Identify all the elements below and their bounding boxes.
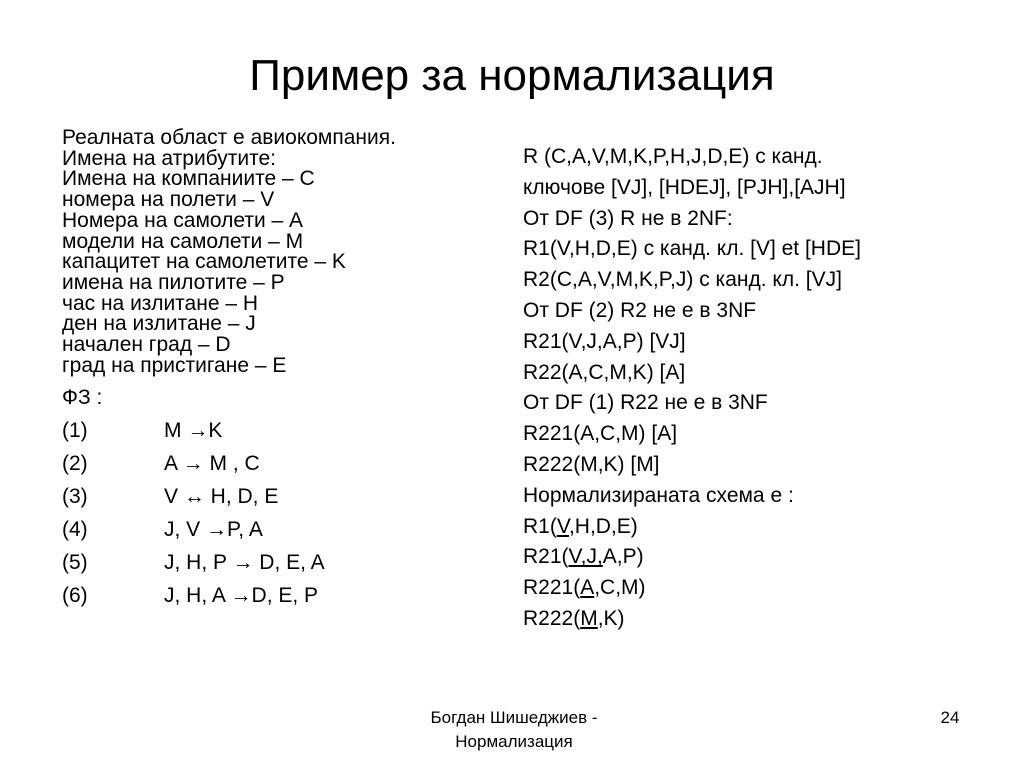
fd-expression: V ↔ H, D, E (164, 484, 279, 508)
relation-prefix: R1( (523, 514, 557, 538)
fd-number: (6) (62, 583, 88, 607)
attribute-line: номера на полети – V (62, 188, 275, 212)
normalized-schema-heading: Нормализираната схема е : (523, 483, 794, 507)
fd-expression: J, V →P, A (164, 517, 263, 541)
fd-expression: M →K (164, 418, 223, 442)
schema-relation-r221 (523, 573, 993, 604)
fd-number: (5) (62, 550, 88, 574)
relation-line: R222(M,K) [M] (523, 452, 660, 476)
slide-title: Пример за нормализация (249, 51, 775, 100)
attribute-line: Имена на компаниите – C (62, 167, 315, 191)
fd-list (62, 414, 502, 612)
attribute-line: начален град – D (62, 333, 231, 357)
attribute-line: модели на самолети – M (62, 229, 304, 253)
schema-relation-r222 (523, 604, 993, 635)
fd-row (62, 480, 502, 513)
attribute-description (62, 128, 502, 376)
relation-line: От DF (1) R22 не е в 3NF (523, 391, 768, 415)
fd-expression: J, H, P → D, E, A (164, 550, 325, 574)
domain-line: Реалната област е авиокомпания. (62, 126, 396, 149)
attribute-line: час на излитане – H (62, 291, 259, 315)
footer-author (364, 706, 664, 754)
page-number: 24 (940, 708, 960, 727)
attribute-line: имена на пилотите – P (62, 270, 285, 294)
left-column (62, 128, 502, 612)
fd-row (62, 414, 502, 447)
relation-line: R22(A,C,M,K) [A] (523, 360, 686, 384)
primary-key: V,J, (568, 545, 603, 569)
relation-line: R1(V,H,D,E) с канд. кл. [V] et [HDE] (523, 237, 861, 261)
fd-expression: J, H, A →D, E, P (164, 583, 319, 607)
footer-line: Нормализация (455, 732, 573, 751)
relation-line: R221(A,C,M) [A] (523, 422, 678, 446)
relation-suffix: A,P) (602, 545, 644, 569)
relation-prefix: R221( (523, 576, 581, 600)
relation-prefix: R222( (523, 606, 581, 630)
fd-expression: A → M , C (164, 451, 260, 475)
relation-suffix: ,K) (597, 606, 625, 630)
relation-line: От DF (3) R не в 2NF: (523, 206, 733, 230)
fd-number: (3) (62, 484, 88, 508)
relation-suffix: ,C,M) (594, 576, 646, 600)
schema-relation-r21 (523, 542, 993, 573)
relation-line: R21(V,J,A,P) [VJ] (523, 329, 686, 353)
fd-row (62, 579, 502, 612)
relation-prefix: R21( (523, 545, 569, 569)
attributes-heading: Имена на атрибутите: (62, 146, 276, 170)
attribute-line: ден на излитане – J (62, 312, 256, 336)
attribute-line: капацитет на самолетите – K (62, 250, 346, 274)
attribute-line: град на пристигане – E (62, 353, 287, 377)
fd-number: (4) (62, 517, 88, 541)
relation-suffix: ,H,D,E) (568, 514, 638, 538)
relation-line: ключове [VJ], [HDEJ], [PJH],[AJH] (523, 175, 846, 199)
right-column (523, 142, 993, 635)
relation-line: R (C,A,V,M,K,P,H,J,D,E) с канд. (523, 145, 823, 168)
relation-line: От DF (2) R2 не е в 3NF (523, 298, 757, 322)
primary-key: A (580, 576, 595, 600)
relation-line: R2(C,A,V,M,K,P,J) с канд. кл. [VJ] (523, 268, 842, 292)
fd-number: (1) (62, 418, 88, 442)
schema-relation-r1 (523, 512, 993, 543)
fd-heading: ФЗ : (62, 386, 103, 410)
fd-row (62, 546, 502, 579)
fd-row (62, 513, 502, 546)
primary-key: M (580, 606, 598, 630)
footer-line: Богдан Шишеджиев - (430, 708, 598, 727)
attribute-line: Номера на самолети – A (62, 208, 304, 232)
fd-number: (2) (62, 451, 88, 475)
fd-row (62, 447, 502, 480)
primary-key: V (556, 514, 569, 538)
